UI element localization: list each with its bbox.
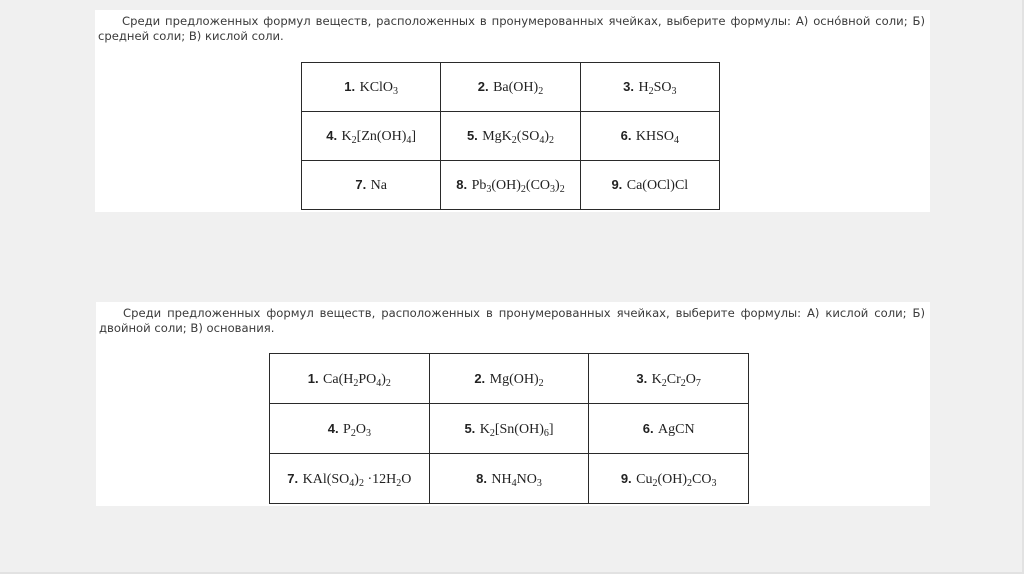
cell-number: 3. (636, 370, 648, 386)
grid-cell (580, 63, 719, 112)
cell-formula: $K_2[Sn(OH)_6]$ (479, 421, 554, 439)
cell-number: 3. (623, 79, 634, 94)
cell-number: 2. (474, 370, 486, 386)
grid-cell (589, 454, 749, 504)
cell-number: 2. (477, 79, 489, 94)
cell-formula: $Cu_2(OH)_2CO_3$ (636, 471, 717, 489)
cell-formula: $H_2SO_3$ (638, 80, 677, 97)
cell-formula: Na (370, 178, 387, 193)
cell-number: 8. (476, 470, 487, 486)
grid-row (270, 354, 749, 404)
grid-cell (429, 454, 589, 504)
grid-cell (589, 404, 749, 454)
grid-cell (302, 112, 441, 161)
grid-cell (302, 63, 441, 112)
cell-number: 6. (620, 128, 632, 143)
cell-number: 1. (307, 370, 319, 386)
cell-formula: $MgK_2(SO_4)_2$ (482, 129, 555, 146)
grid-cell (580, 112, 719, 161)
cell-formula: $K_2Cr_2O_7$ (651, 371, 701, 389)
task-card-1 (95, 10, 930, 212)
grid-cell (429, 404, 589, 454)
cell-formula: $K_2[Zn(OH)_4]$ (341, 129, 417, 146)
formula-grid (301, 62, 720, 210)
grid-cell (270, 404, 430, 454)
grid-cell (441, 63, 580, 112)
task-card-2 (96, 302, 930, 506)
task-text: Среди предложенных формул веществ, расположенных в пронумерованных ячейках, выберите формулы: А) кислой соли; Б) двойной соли; В) основания. (99, 306, 925, 335)
grid-row (302, 63, 720, 112)
grid-cell (270, 454, 430, 504)
grid-cell (441, 161, 580, 210)
cell-number: 8. (456, 177, 468, 192)
cell-formula: Ca(OCl)Cl (626, 178, 689, 193)
cell-formula: $Pb_3(OH)_2(CO_3)_2$ (471, 178, 565, 195)
cell-number: 9. (620, 470, 632, 486)
grid-cell (589, 354, 749, 404)
cell-formula: KClO$_3$ (359, 80, 399, 97)
formula-grid (269, 353, 749, 504)
cell-formula: $Ca(H_2PO_4)_2$ (323, 371, 391, 389)
cell-number: 1. (344, 79, 356, 94)
task-text: Среди предложенных формул веществ, расположенных в пронумерованных ячейках, выберите формулы: А) осно́вной соли; Б) средней соли; В) кислой соли. (98, 14, 925, 43)
cell-number: 5. (464, 420, 476, 436)
grid-cell (429, 354, 589, 404)
grid-cell (302, 161, 441, 210)
cell-formula: $Ba(OH)_2$ (493, 80, 544, 97)
grid-cell (270, 354, 430, 404)
cell-number: 9. (611, 177, 623, 192)
cell-number: 4. (327, 420, 339, 436)
cell-number: 5. (466, 128, 478, 143)
cell-formula: $NH_4NO_3$ (491, 471, 542, 489)
cell-formula: AgCN (658, 421, 695, 437)
grid-row (302, 161, 720, 210)
cell-number: 7. (287, 470, 299, 486)
grid-row (270, 404, 749, 454)
cell-formula: $KHSO_4$ (635, 129, 680, 146)
cell-number: 4. (326, 128, 338, 143)
cell-number: 6. (642, 420, 654, 436)
cell-number: 7. (355, 177, 367, 192)
grid-cell (580, 161, 719, 210)
cell-formula: $Mg(OH)_2$ (489, 371, 544, 389)
grid-cell (441, 112, 580, 161)
grid-row (302, 112, 720, 161)
cell-formula: $KAl(SO_4)_2 \cdot 12H_2O$ (302, 471, 412, 489)
cell-formula: $P_2O_3$ (343, 421, 371, 439)
grid-row (270, 454, 749, 504)
